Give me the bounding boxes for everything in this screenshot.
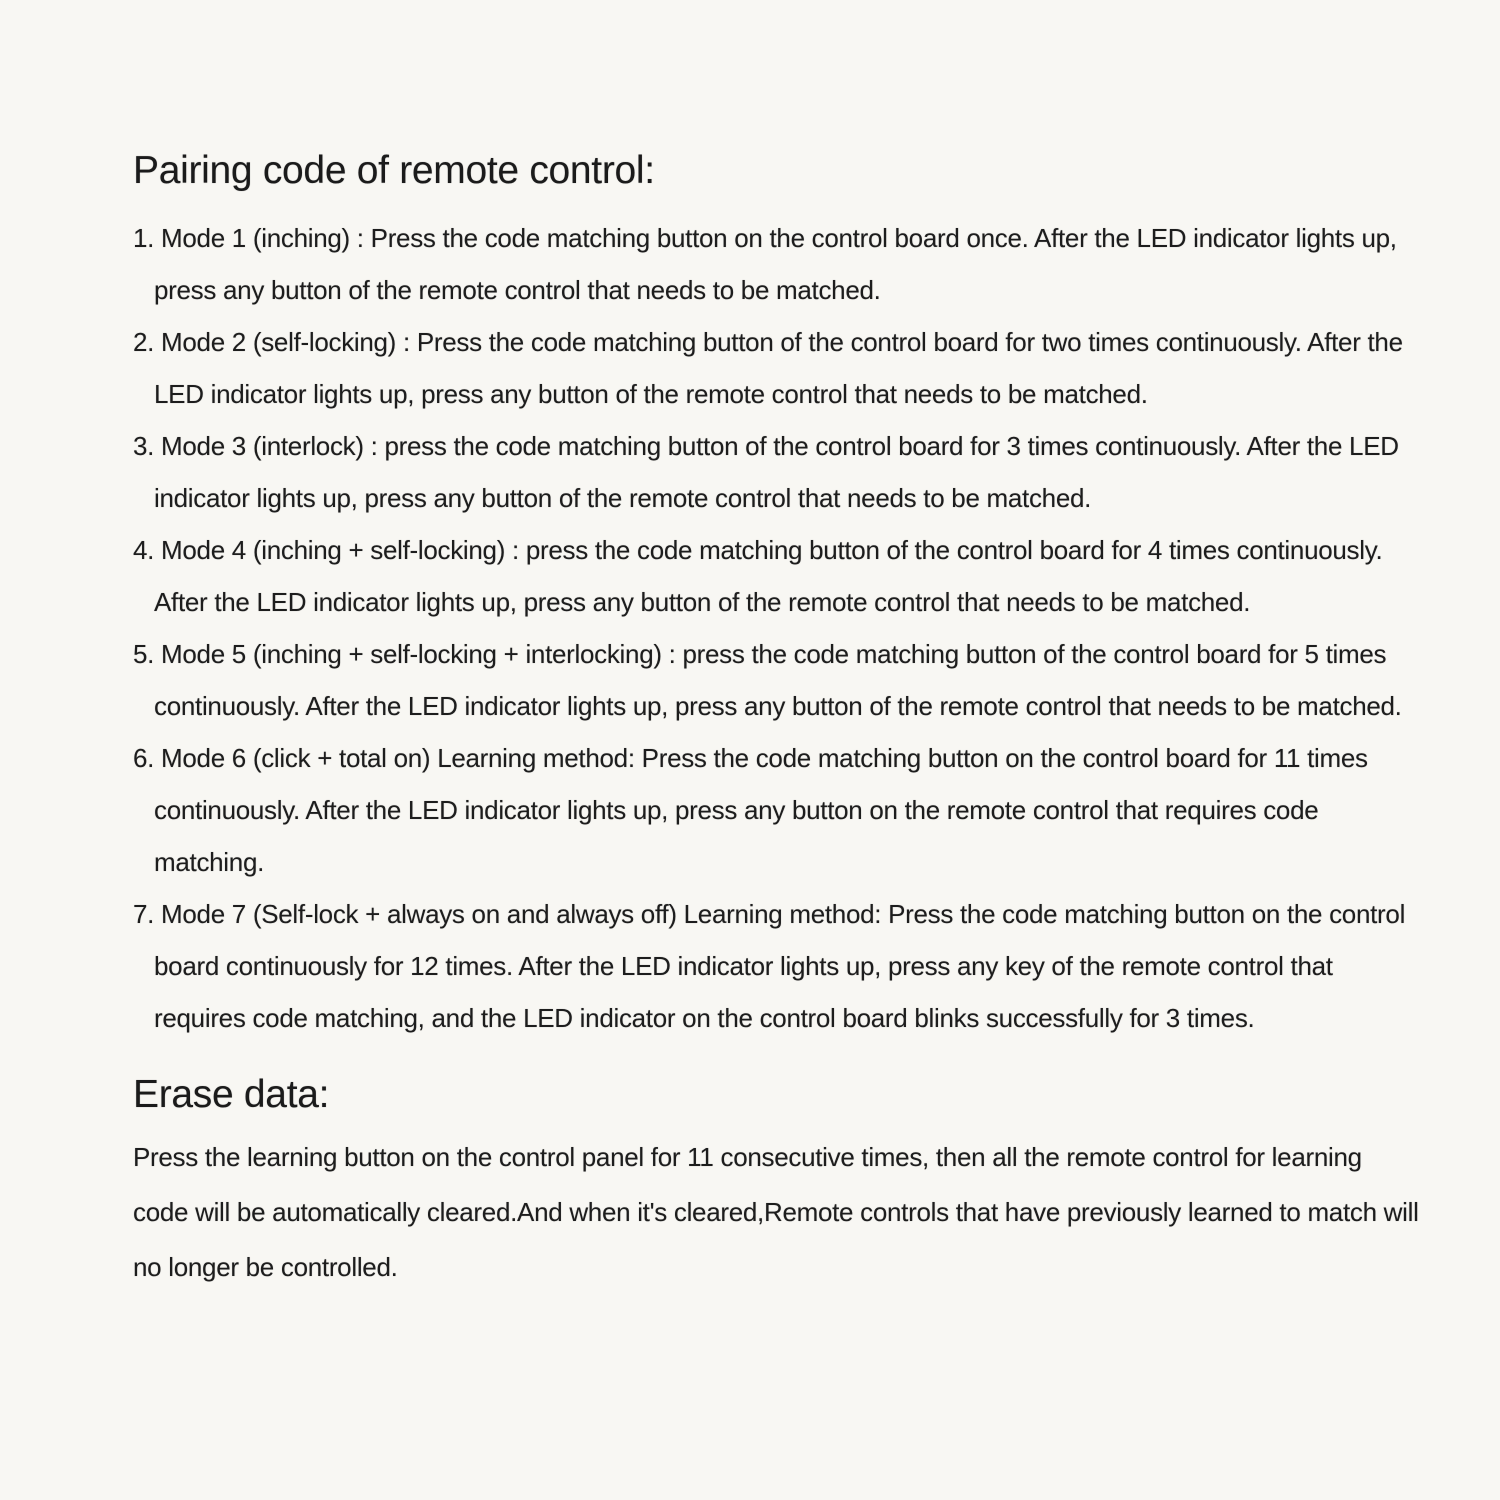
item-text: Mode 2 (self-locking) : Press the code matching button of the control board for two times continuously. After the LED indicator lights up, press any button of the remote control that needs to be matched. bbox=[154, 327, 1403, 409]
item-number: 5. bbox=[133, 639, 155, 669]
item-text: Mode 6 (click + total on) Learning method: Press the code matching button on the control board for 11 times continuously. After the LED indicator lights up, press any button on the remote control that requires code matching. bbox=[154, 743, 1368, 877]
item-text: Mode 4 (inching + self-locking) : press the code matching button of the control board for 4 times continuously. After the LED indicator lights up, press any button of the remote control that needs to be matched. bbox=[154, 535, 1383, 617]
page-content bbox=[133, 146, 1423, 1295]
list-item-mode-6 bbox=[133, 732, 1423, 888]
list-item-mode-7 bbox=[133, 888, 1423, 1044]
pairing-section-title: Pairing code of remote control: bbox=[133, 149, 655, 192]
item-text: Mode 5 (inching + self-locking + interlocking) : press the code matching button of the control board for 5 times continuously. After the LED indicator lights up, press any button of the remote control that needs to be matched. bbox=[154, 639, 1402, 721]
pairing-mode-list bbox=[133, 212, 1423, 1044]
list-item-mode-5 bbox=[133, 628, 1423, 732]
item-number: 3. bbox=[133, 431, 155, 461]
item-text: Mode 3 (interlock) : press the code matching button of the control board for 3 times continuously. After the LED indicator lights up, press any button of the remote control that needs to be matched. bbox=[154, 431, 1399, 513]
list-item-mode-2 bbox=[133, 316, 1423, 420]
erase-paragraph: Press the learning button on the control panel for 11 consecutive times, then all the remote control for learning code will be automatically cleared.And when it's cleared,Remote controls that have previously learned to match will no longer be controlled. bbox=[133, 1142, 1419, 1282]
item-number: 4. bbox=[133, 535, 155, 565]
list-item-mode-4 bbox=[133, 524, 1423, 628]
item-number: 1. bbox=[133, 223, 155, 253]
item-number: 6. bbox=[133, 743, 155, 773]
item-number: 7. bbox=[133, 899, 155, 929]
list-item-mode-1 bbox=[133, 212, 1423, 316]
item-text: Mode 1 (inching) : Press the code matching button on the control board once. After the LED indicator lights up, press any button of the remote control that needs to be matched. bbox=[154, 223, 1397, 305]
item-number: 2. bbox=[133, 327, 155, 357]
item-text: Mode 7 (Self-lock + always on and always off) Learning method: Press the code matching button on the control board continuously for 12 times. After the LED indicator lights up, press any key of the remote control that requires code matching, and the LED indicator on the control board blinks successfully for 3 times. bbox=[154, 899, 1406, 1033]
erase-section-title: Erase data: bbox=[133, 1073, 330, 1116]
list-item-mode-3 bbox=[133, 420, 1423, 524]
